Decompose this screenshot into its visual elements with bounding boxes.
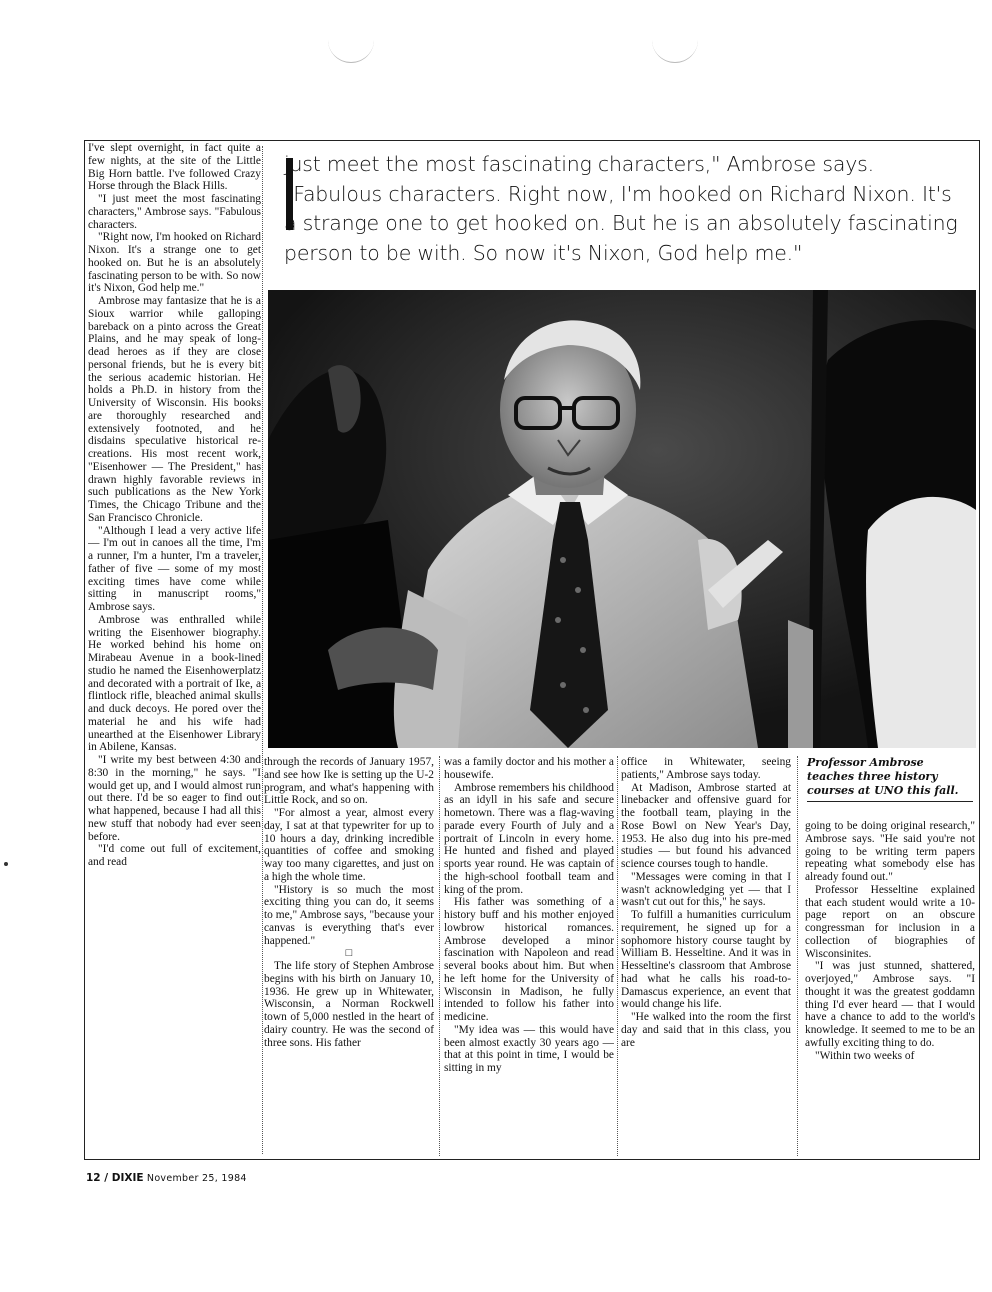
binder-mark-left [328, 40, 374, 63]
paragraph: "Although I lead a very active life — I'm out in canoes all the time, I'm a runner, I'm a hunter, I'm a traveler, father of five — some of my most exciting times have come while sitting in manuscript rooms," Ambrose says. [88, 524, 261, 613]
paragraph: office in Whitewater, seeing patients," Ambrose says today. [621, 756, 791, 781]
pull-quote [284, 150, 964, 268]
column-rule [617, 756, 618, 1156]
folio: 12 / DIXIE [86, 1172, 144, 1184]
article-photo [268, 290, 976, 748]
paragraph: "Messages were coming in that I wasn't acknowledging yet — that I wasn't cut out for this," he says. [621, 870, 791, 909]
paragraph: At Madison, Ambrose started at linebacker and offensive guard for the football team, playing in the Rose Bowl on New Year's Day, 1953. He also dug into his pre-med studies — but found his advanced science courses tough to handle. [621, 781, 791, 870]
paragraph: Professor Hesseltine explained that each student would write a 10-page report on an obscure congressman for inclusion in a collection of biographies of Wisconsinites. [805, 883, 975, 960]
paragraph: "My idea was — this would have been almost exactly 30 years ago — that at this point in time, I would be sitting in my [444, 1023, 614, 1074]
margin-dot [4, 862, 8, 866]
paragraph: "History is so much the most exciting thing you can do, it seems to me," Ambrose says, "because your canvas is everything that's ever happened." [264, 883, 434, 947]
text-column-5 [805, 820, 975, 1157]
photo-caption: Professor Ambrose teaches three history courses at UNO this fall. [807, 756, 973, 802]
column-rule [439, 756, 440, 1156]
paragraph: I've slept overnight, in fact quite a few nights, at the site of the Little Big Horn battle. I've followed Crazy Horse through the Black Hills. [88, 142, 261, 193]
paragraph: Ambrose may fantasize that he is a Sioux warrior while galloping bareback on a pinto across the Great Plains, and he may speak of long-dead heroes as if they are close personal friends, but he is every bit the serious academic historian. He holds a Ph.D. in history from the University of Wisconsin. His books are thoroughly researched and extensively footnoted, and he disdains speculative historical re-creations. His most recent work, "Eisenhower — The President," has drawn highly favorable reviews in such publications as the New York Times, the Chicago Tribune and the San Francisco Chronicle. [88, 295, 261, 524]
paragraph: through the records of January 1957, and see how Ike is setting up the U-2 program, and what's happening with Little Rock, and so on. [264, 756, 434, 807]
text-column-1 [88, 142, 261, 1157]
text-column-2 [264, 756, 434, 1156]
paragraph: was a family doctor and his mother a housewife. [444, 756, 614, 781]
page-footer [86, 1172, 247, 1184]
paragraph: Ambrose remembers his childhood as an idyll in his safe and secure hometown. There was a flag-waving parade every Fourth of July and a portrait of Lincoln in every home. He hunted and fished and played sports year round. He was captain of the high-school football team and king of the prom. [444, 781, 614, 896]
paragraph: Ambrose was enthralled while writing the Eisenhower biography. He worked behind his home on Mirabeau Avenue in a book-lined studio he named the Eisenhowerplatz and decorated with a portrait of Ike, a flintlock rifle, bleached animal skulls and duck decoys. He pored over the material he and his wife had unearthed at the Eisenhower Library in Abilene, Kansas. [88, 613, 261, 754]
text-column-4 [621, 756, 791, 1156]
paragraph: "I just meet the most fascinating characters," Ambrose says. "Fabulous characters. [88, 193, 261, 231]
paragraph: His father was something of a history buff and his mother enjoyed lowbrow historical romances. Ambrose developed a minor fascination with Napoleon and read several books about him. But when he left home for the University of Wisconsin in Madison, he fully intended to follow his father into medicine. [444, 896, 614, 1023]
paragraph: "For almost a year, almost every day, I sat at that typewriter for up to 10 hours a day, drinking incredible quantities of coffee and smoking way too many cigarettes, and just on a high the whole time. [264, 807, 434, 883]
paragraph: The life story of Stephen Ambrose begins with his birth on January 10, 1936. He grew up in Whitewater, Wisconsin, a Norman Rockwell town of 5,000 nestled in the heart of dairy country. He was the second of three sons. His father [264, 960, 434, 1049]
paragraph: "He walked into the room the first day and said that in this class, you are [621, 1011, 791, 1049]
photo-professor-ambrose [268, 290, 976, 748]
text-column-3 [444, 756, 614, 1156]
paragraph: going to be doing original research," Ambrose says. "He said you're not going to be writing term papers repeating what somebody else has already found out." [805, 820, 975, 883]
paragraph: "Within two weeks of [815, 1049, 915, 1062]
issue-date: November 25, 1984 [146, 1173, 247, 1184]
paragraph: "I'd come out full of excitement, and read [88, 843, 261, 868]
paragraph: "I was just stunned, shattered, overjoyed," Ambrose says. "I thought it was the greatest goddamn thing I'd ever heard — that I would have a chance to add to the world's knowledge. It seemed to me to be an awfully exciting thing to do. [805, 960, 975, 1049]
column-rule [797, 756, 798, 1156]
paragraph: "Right now, I'm hooked on Richard Nixon. It's a strange one to get hooked on. But he is an absolutely fascinating person to be with. So now it's Nixon, God help me." [88, 231, 261, 295]
pull-quote-text: just meet the most fascinating characters," Ambrose says. "Fabulous characters. Right now, I'm hooked on Richard Nixon. It's a strange one to get hooked on. But he is an absolutely fascinating person to be with. So now it's Nixon, God help me." [284, 152, 958, 265]
paragraph: "I write my best between 4:30 and 8:30 in the morning," he says. "I would get up, and I would almost run out there. I'd be so eager to find out what happened, because I had all this new stuff that nobody had ever seen before. [88, 754, 261, 843]
binder-mark-right [652, 40, 698, 63]
paragraph: To fulfill a humanities curriculum requirement, he signed up for a sophomore history course taught by William B. Hesseltine. And it was in Hesseltine's classroom that Ambrose had what he calls his road-to-Damascus experience, an event that would change his life. [621, 909, 791, 1011]
column-rule [262, 146, 263, 1154]
section-break-icon: □ [345, 947, 353, 960]
